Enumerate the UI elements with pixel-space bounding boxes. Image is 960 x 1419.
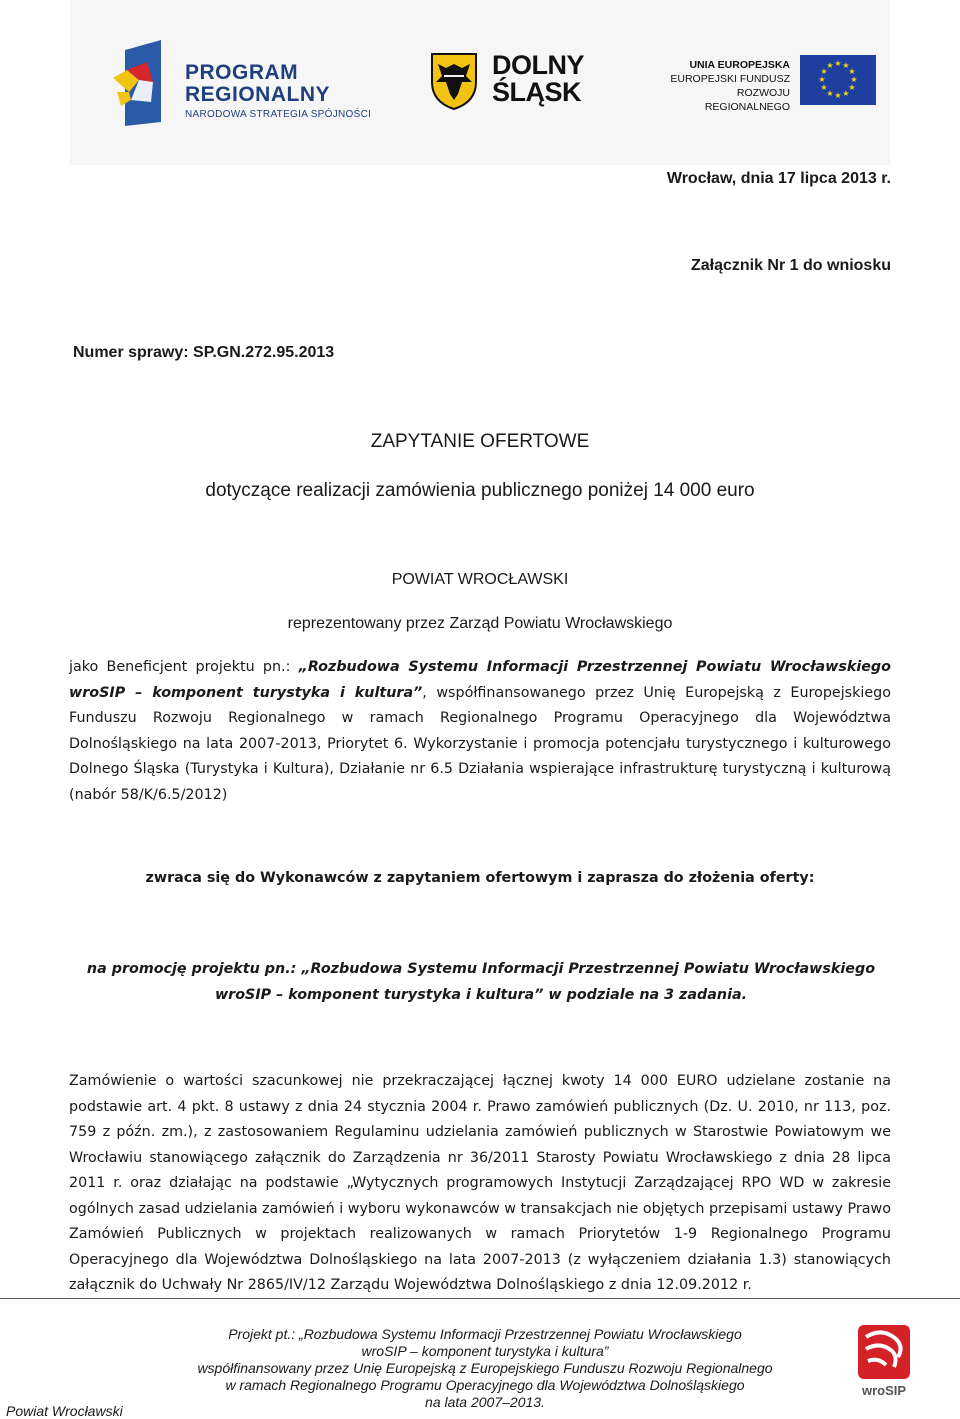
represented-by: reprezentowany przez Zarząd Powiatu Wrocławskiego — [287, 615, 673, 632]
footer-line-4: w ramach Regionalnego Programu Operacyjnego dla Województwa Dolnośląskiego — [225, 1377, 745, 1393]
svg-text:★: ★ — [848, 67, 856, 76]
silesian-eagle-coat-of-arms-icon — [430, 52, 478, 110]
program-logo-line1: PROGRAM — [185, 61, 299, 84]
promotion-text: na promocję projektu pn.: „Rozbudowa Systemu Informacji Przestrzennej Powiatu Wrocławskiego wroSIP – komponent turystyka i kultura” w podziale na 3 zadania. — [86, 961, 876, 1003]
svg-text:★: ★ — [834, 59, 842, 68]
document-title: ZAPYTANIE OFERTOWE — [370, 431, 590, 452]
eu-logo-line2: EUROPEJSKI FUNDUSZ — [670, 73, 790, 85]
svg-text:★: ★ — [820, 67, 828, 76]
issuer-name: POWIAT WROCŁAWSKI — [391, 571, 569, 588]
eu-logo — [655, 55, 880, 113]
invitation-text: zwraca się do Wykonawców z zapytaniem ofertowym i zaprasza do złożenia oferty: — [145, 870, 815, 886]
eu-logo-line1: UNIA EUROPEJSKA — [689, 59, 790, 71]
dolny-slask-logo — [430, 52, 605, 112]
eu-logo-line3: ROZWOJU REGIONALNEGO — [704, 87, 790, 113]
document-date: Wrocław, dnia 17 lipca 2013 r. — [666, 170, 891, 187]
eu-logo-text — [655, 58, 790, 114]
case-number: Numer sprawy: SP.GN.272.95.2013 — [73, 344, 335, 361]
footer-divider — [0, 1298, 960, 1299]
footer-line-2: wroSIP – komponent turystyka i kultura” — [361, 1343, 609, 1359]
svg-text:★: ★ — [842, 89, 850, 98]
footer-line-3: współfinansowany przez Unię Europejską z Europejskiego Funduszu Rozwoju Regionalnego — [197, 1360, 773, 1376]
svg-text:★: ★ — [818, 75, 826, 84]
document-subtitle: dotyczące realizacji zamówienia publicznego poniżej 14 000 euro — [205, 480, 755, 501]
svg-text:★: ★ — [826, 61, 834, 70]
dolny-slask-text — [492, 52, 584, 106]
program-regionalny-text — [185, 62, 371, 122]
beneficiary-project-name: „Rozbudowa Systemu Informacji Przestrzennej Powiatu Wrocławskiego wroSIP – komponent turystyka i kultura” — [69, 659, 891, 701]
svg-text:★: ★ — [820, 83, 828, 92]
beneficiary-paragraph — [69, 655, 891, 808]
footer-line-5: na lata 2007–2013. — [425, 1394, 545, 1410]
footer-project-info — [160, 1326, 810, 1411]
annex-label: Załącznik Nr 1 do wniosku — [690, 257, 891, 274]
beneficiary-prefix: jako Beneficjent projektu pn.: — [69, 659, 299, 675]
footer-line-1: Projekt pt.: „Rozbudowa Systemu Informacji Przestrzennej Powiatu Wrocławskiego — [228, 1326, 742, 1342]
program-logo-line3: NARODOWA STRATEGIA SPÓJNOŚCI — [185, 109, 372, 120]
beneficiary-suffix: , współfinansowanego przez Unię Europejską z Europejskiego Funduszu Rozwoju Regionalnego w ramach Regionalnego Programu Operacyjnego dla Województwa Dolnośląskiego na lata 2007-2013, Priorytet 6. Wykorzystanie i promocja potencjału turystycznego i kulturowego Dolnego Śląska (Turystyka i Kultura), Działanie nr 6.5 Działania wspierające infrastrukturę turystyczną i kulturową (nabór 58/K/6.5/2012) — [69, 684, 891, 803]
wrosip-logo-label: wroSIP — [861, 1383, 907, 1398]
program-logo-line2: REGIONALNY — [185, 83, 331, 106]
region-logo-line1: DOLNY — [492, 50, 584, 80]
order-basis-paragraph: Zamówienie o wartości szacunkowej nie przekraczającej łącznej kwoty 14 000 EURO udzielane zostanie na podstawie art. 4 pkt. 8 ustawy z dnia 24 stycznia 2004 r. Prawo zamówień publicznych (Dz. U. 2010, nr 113, poz. 759 z późn. zm.), z zastosowaniem Regulaminu udzielania zamówień publicznych w Starostwie Powiatowym we Wrocławiu stanowiącego załącznik do Zarządzenia nr 36/2011 Starosty Powiatu Wrocławskiego z dnia 28 lipca 2011 r. oraz działając na podstawie „Wytycznych programowych Instytucji Zarządzającej RPO WD w zakresie ogólnych zasad udzielania zamówień i wyboru wykonawców w transakcjach nie objętych przepisami ustawy Prawo Zamówień Publicznych w projektach realizowanych w ramach Priorytetów 1-9 Regionalnego Programu Operacyjnego dla Województwa Dolnośląskiego na lata 2007-2013 (z wyłączeniem działania 1.3) stanowiących załącznik do Uchwały Nr 2865/IV/12 Zarządu Województwa Dolnośląskiego z dnia 12.09.2012 r. — [69, 1073, 891, 1293]
footer-issuer: Powiat Wrocławski — [6, 1403, 123, 1419]
region-logo-line2: ŚLĄSK — [492, 77, 582, 107]
svg-text:★: ★ — [842, 61, 850, 70]
program-regionalny-logo-icon — [113, 40, 173, 126]
eu-flag-icon — [800, 55, 876, 105]
program-regionalny-logo — [113, 40, 383, 126]
svg-text:★: ★ — [834, 91, 842, 100]
svg-text:★: ★ — [826, 89, 834, 98]
wrosip-logo-icon — [852, 1323, 916, 1383]
svg-text:★: ★ — [848, 83, 856, 92]
wrosip-logo — [852, 1323, 916, 1401]
svg-text:★: ★ — [850, 75, 858, 84]
